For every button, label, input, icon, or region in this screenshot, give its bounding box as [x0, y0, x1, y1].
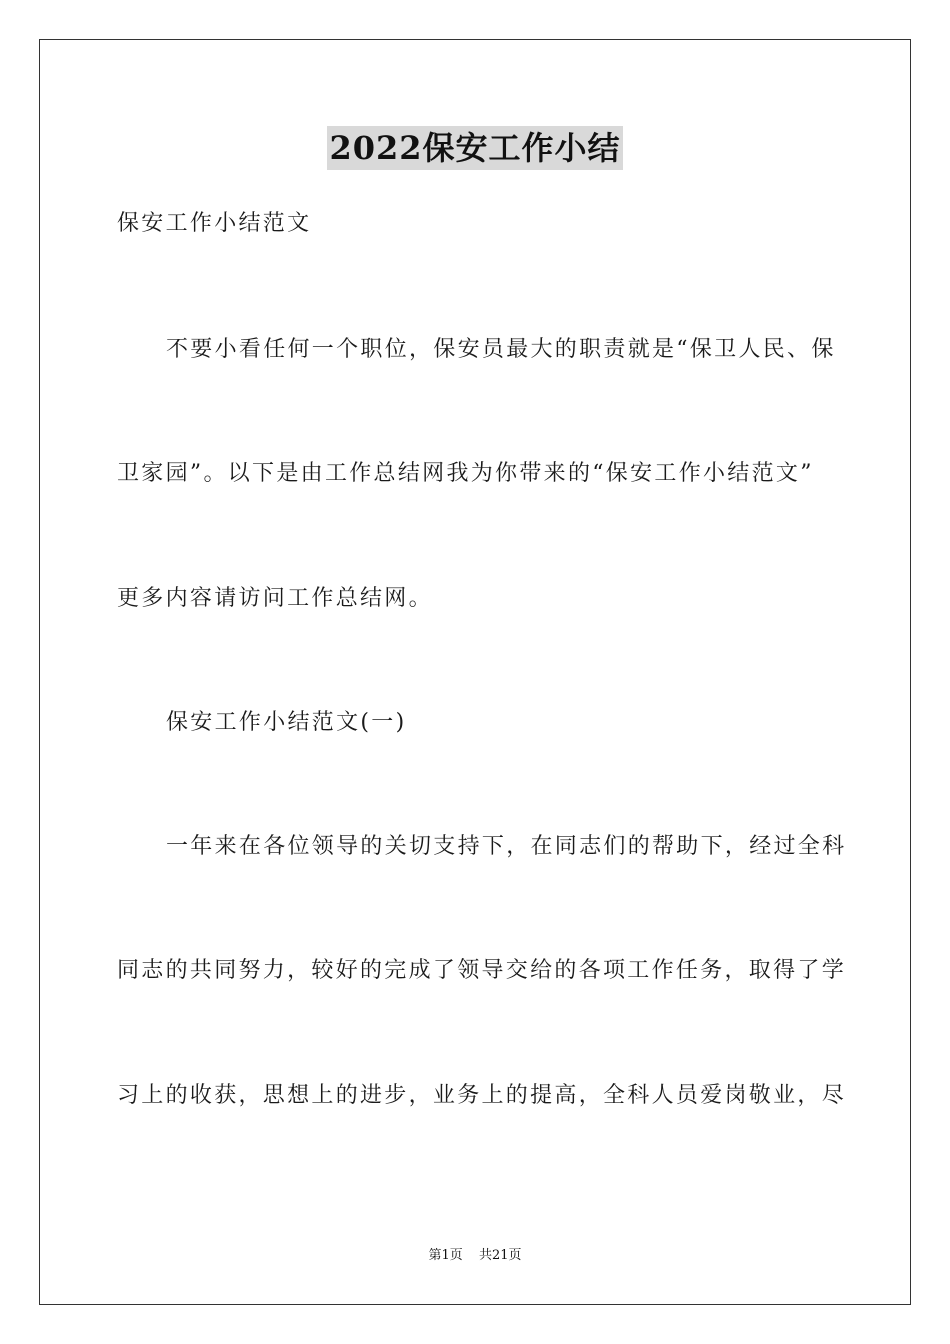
paragraph-line: 同志的共同努力，较好的完成了领导交给的各项工作任务，取得了学	[117, 958, 847, 983]
paragraph-line: 卫家园”。以下是由工作总结网我为你带来的“保安工作小结范文”	[117, 461, 814, 486]
document-subtitle: 保安工作小结范文	[117, 211, 312, 236]
page-total: 共21页	[478, 1248, 522, 1263]
paragraph-line: 更多内容请访问工作总结网。	[117, 586, 433, 611]
section-heading: 保安工作小结范文(一)	[166, 710, 407, 735]
paragraph-line: 不要小看任何一个职位，保安员最大的职责就是“保卫人民、保	[166, 337, 836, 362]
page-footer	[0, 1246, 950, 1266]
paragraph-line: 一年来在各位领导的关切支持下，在同志们的帮助下，经过全科	[166, 834, 847, 859]
title-container	[0, 126, 950, 170]
page-number: 第1页	[428, 1248, 463, 1263]
document-title: 2022保安工作小结	[327, 126, 622, 170]
paragraph-line: 习上的收获，思想上的进步，业务上的提高，全科人员爱岗敬业，尽	[117, 1083, 847, 1108]
